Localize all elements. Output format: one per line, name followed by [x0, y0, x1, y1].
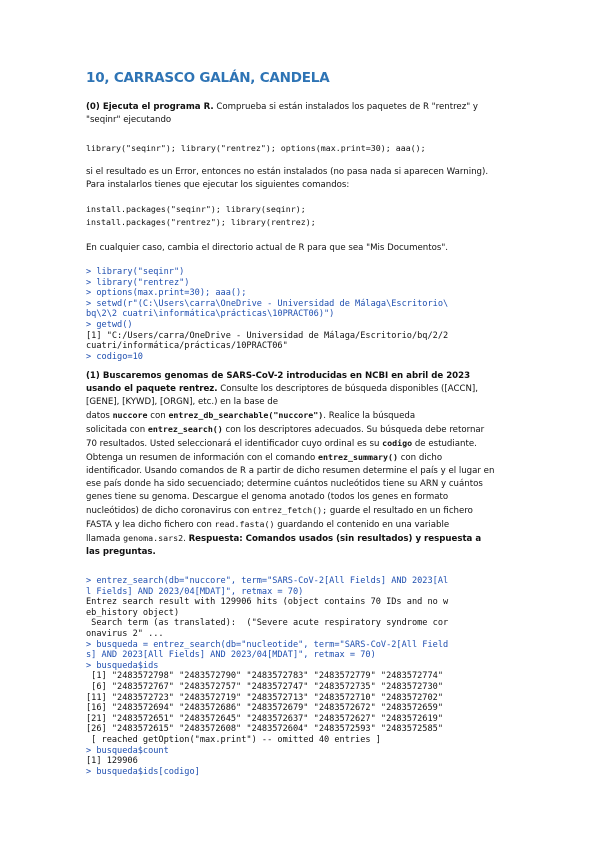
answer-instruction: Respuesta: Comandos usados (sin resultados) y respuesta a	[188, 534, 482, 544]
section1-line7-a: Obtenga un resumen de información con el comando	[86, 453, 319, 463]
section1-lead-line2-rest: Consulte los descriptores de búsqueda disponibles ([ACCN],	[217, 384, 479, 394]
console-output-line: Entrez search result with 129906 hits (object contains 70 IDs and no w	[86, 597, 449, 608]
console-input-line: > getwd()	[86, 319, 133, 330]
console-output-line: cuatri/informática/prácticas/10PRACT06"	[86, 341, 288, 352]
console-input-line: > library("seqinr")	[86, 267, 185, 277]
console-input-line: > busqueda$ids[codigo]	[86, 766, 200, 777]
console-output-line: onavirus 2" ...	[86, 628, 164, 639]
section0-paragraph3: En cualquier caso, cambia el directorio actual de R para que sea "Mis Documentos".	[86, 243, 449, 253]
console-input-line: bq\2\2 cuatri\informática\prácticas\10PRACT06)")	[86, 309, 335, 320]
section0-lead: (0) Ejecuta el programa R.	[86, 102, 214, 112]
console-output-line: [16] "2483572694" "2483572686" "2483572679" "2483572672" "2483572659"	[86, 703, 443, 714]
entrez-summary-code: entrez_summary()	[318, 452, 398, 462]
section1-line6-a: 70 resultados. Usted seleccionará el identificador cuyo ordinal es su	[86, 439, 383, 449]
section1-line12-a: FASTA y lea dicho fichero con	[86, 520, 215, 530]
section1-line9: ese país donde ha sido secuenciado; determine cuántos nucleótidos tiene su ARN y cuántos	[86, 479, 483, 489]
section0-text1: Comprueba si están instalados los paquetes de R "rentrez" y	[213, 102, 478, 112]
codigo-code: codigo	[382, 438, 413, 448]
section1-line13-a: llamada	[86, 534, 124, 544]
console-output-line: [26] "2483572615" "2483572608" "2483572604" "2483572593" "2483572585"	[86, 724, 443, 735]
entrez-fetch-code: entrez_fetch();	[252, 505, 328, 515]
section1-line13-b: .	[183, 534, 189, 544]
console-output-line: Search term (as translated): ("Severe acute respiratory syndrome cor	[86, 618, 449, 629]
section1-line7-b: con dicho	[397, 453, 443, 463]
section1-paragraph	[86, 370, 522, 559]
console-input-line: > codigo=10	[86, 351, 143, 362]
read-fasta-code: read.fasta()	[214, 519, 275, 529]
document-heading: 10, CARRASCO GALÁN, CANDELA	[86, 70, 330, 86]
section1-line10: genes tiene su genoma. Descargue el genoma anotado (todos los genes en formato	[86, 492, 449, 502]
section0-p2-line1: si el resultado es un Error, entonces no están instalados (no pasa nada si aparecen Warning).	[86, 167, 489, 177]
console-input-line: > busqueda$ids	[86, 660, 159, 671]
section0-paragraph2	[86, 166, 522, 192]
entrez-search-code: entrez_search()	[147, 424, 223, 434]
db-searchable-code: entrez_db_searchable("nuccore")	[168, 410, 324, 420]
console-output-line: [1] 129906	[86, 756, 138, 767]
section0-code: library("seqinr"); library("rentrez"); options(max.print=30); aaa();	[86, 143, 426, 153]
section1-line11-a: nucleótidos) de dicho coronavirus con	[86, 506, 253, 516]
console-input-line: s] AND 2023[All Fields] AND 2023/04[MDAT]", retmax = 70)	[86, 650, 376, 661]
genoma-sars2-code: genoma.sars2	[123, 533, 184, 543]
section0-paragraph	[86, 101, 522, 127]
console-output-line: [6] "2483572767" "2483572757" "2483572747" "2483572735" "2483572730"	[86, 681, 443, 692]
nuccore-code: nuccore	[112, 410, 148, 420]
console-output-line: [21] "2483572651" "2483572645" "2483572637" "2483572627" "2483572619"	[86, 713, 443, 724]
console-output-line: eb_history object)	[86, 607, 180, 618]
console-output-line: [11] "2483572723" "2483572719" "2483572713" "2483572710" "2483572702"	[86, 692, 443, 703]
answer-instruction-end: las preguntas.	[86, 547, 156, 557]
console-input-line: > library("rentrez")	[86, 277, 190, 288]
section1-lead-line2: usando el paquete rentrez.	[86, 384, 218, 394]
console-input-line: > entrez_search(db="nuccore", term="SARS-CoV-2[All Fields] AND 2023[Al	[86, 576, 449, 586]
install-line-rentrez: install.packages("rentrez"); library(rentrez);	[86, 217, 316, 227]
r-console-output-1	[86, 576, 448, 777]
section1-line4-b: con	[147, 411, 169, 421]
section1-line5-a: solicitada con	[86, 425, 148, 435]
section1-lead-line1: (1) Buscaremos genomas de SARS-CoV-2 introducidas en NCBI en abril de 2023	[86, 371, 471, 381]
install-code-block	[86, 203, 316, 229]
r-console-output-0	[86, 267, 448, 362]
console-output-line: [ reached getOption("max.print") -- omitted 40 entries ]	[86, 734, 381, 745]
console-input-line: > options(max.print=30); aaa();	[86, 288, 247, 299]
section1-line5-b: con los descriptores adecuados. Su búsqueda debe retornar	[222, 425, 485, 435]
section1-line11-b: guarde el resultado en un fichero	[327, 506, 473, 516]
section0-p2-line2: Para instalarlos tienes que ejecutar los siguientes comandos:	[86, 180, 350, 190]
section1-line3: [GENE], [KYWD], [ORGN], etc.) en la base de	[86, 397, 278, 407]
install-line-seqinr: install.packages("seqinr"); library(seqinr);	[86, 204, 306, 214]
console-input-line: > busqueda = entrez_search(db="nucleotide", term="SARS-CoV-2[All Field	[86, 639, 449, 650]
console-input-line: > setwd(r"(C:\Users\carra\OneDrive - Universidad de Málaga\Escritorio\	[86, 298, 449, 309]
section1-line8: identificador. Usando comandos de R a partir de dicho resumen determine el país y el lugar en	[86, 466, 495, 476]
console-output-line: [1] "C:/Users/carra/OneDrive - Universidad de Málaga/Escritorio/bq/2/2	[86, 330, 449, 341]
section1-line12-b: guardando el contenido en una variable	[274, 520, 450, 530]
section1-line4-a: datos	[86, 411, 113, 421]
section1-line4-c: . Realice la búsqueda	[323, 411, 416, 421]
console-input-line: l Fields] AND 2023/04[MDAT]", retmax = 70)	[86, 586, 304, 597]
console-input-line: > busqueda$count	[86, 745, 169, 756]
console-output-line: [1] "2483572798" "2483572790" "2483572783" "2483572779" "2483572774"	[86, 671, 443, 682]
section1-line6-b: de estudiante.	[412, 439, 477, 449]
section0-text2: "seqinr" ejecutando	[86, 115, 172, 125]
